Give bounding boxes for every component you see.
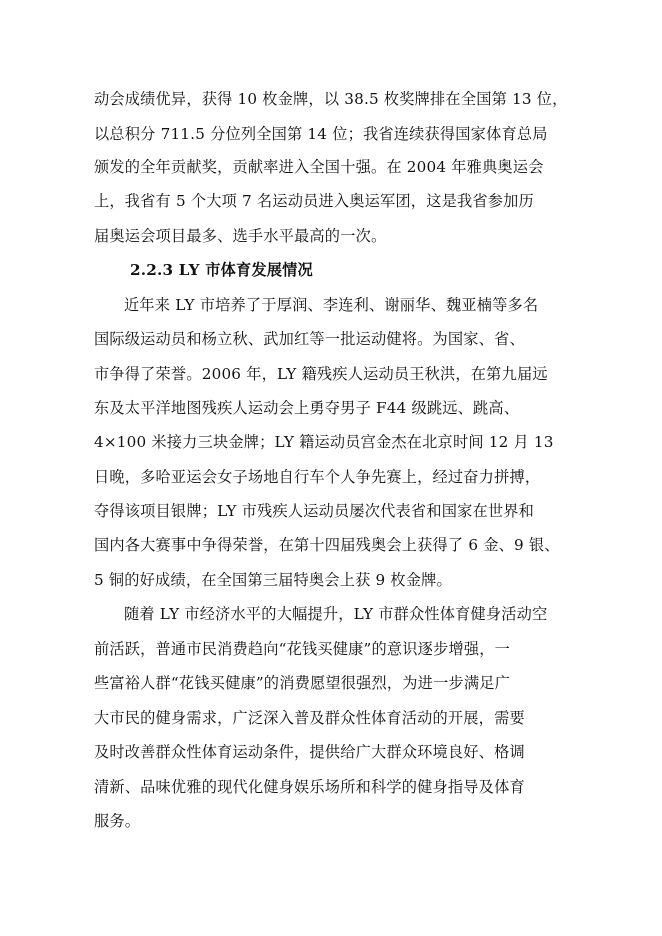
paragraph-line: 些富裕人群“花钱买健康”的消费愿望很强烈，为进一步满足广 — [94, 674, 511, 692]
paragraph-line: 国内各大赛事中争得荣誉，在第十四届残奥会上获得了 6 金、9 银、 — [94, 536, 560, 554]
paragraph-line: 日晚，多哈亚运会女子场地自行车个人争先赛上，经过奋力拼搏， — [94, 468, 541, 486]
paragraph-line: 5 铜的好成绩，在全国第三届特奥会上获 9 枚金牌。 — [94, 571, 452, 589]
paragraph-line: 前活跃，普通市民消费趋向“花钱买健康”的意识逐步增强，一 — [94, 640, 511, 658]
paragraph-line: 及时改善群众性体育运动条件，提供给广大群众环境良好、格调 — [94, 743, 525, 761]
paragraph-line: 夺得该项目银牌；LY 市残疾人运动员屡次代表省和国家在世界和 — [94, 502, 535, 520]
paragraph-line: 东及太平洋地图残疾人运动会上勇夺男子 F44 级跳远、跳高、 — [94, 399, 520, 417]
paragraph-line: 颁发的全年贡献奖，贡献率进入全国十强。在 2004 年雅典奥运会 — [94, 158, 544, 176]
paragraph-line: 国际级运动员和杨立秋、武加红等一批运动健将。为国家、省、 — [94, 330, 525, 348]
paragraph-line: 大市民的健身需求，广泛深入普及群众性体育活动的开展，需要 — [94, 709, 525, 727]
paragraph-line: 服务。 — [94, 812, 141, 830]
paragraph-line: 清新、品味优雅的现代化健身娱乐场所和科学的健身指导及体育 — [94, 778, 525, 796]
section-heading: 2.2.3 LY 市体育发展情况 — [130, 261, 313, 279]
paragraph-line: 以总积分 711.5 分位列全国第 14 位；我省连续获得国家体育总局 — [94, 125, 548, 143]
paragraph-line: 动会成绩优异，获得 10 枚金牌，以 38.5 枚奖牌排在全国第 13 位， — [94, 90, 568, 108]
paragraph-line: 近年来 LY 市培养了于厚润、李连利、谢丽华、魏亚楠等多名 — [124, 296, 539, 314]
paragraph-line: 随着 LY 市经济水平的大幅提升，LY 市群众性体育健身活动空 — [124, 605, 548, 623]
paragraph-line: 届奥运会项目最多、选手水平最高的一次。 — [94, 227, 387, 245]
paragraph-line: 4×100 米接力三块金牌；LY 籍运动员宫金杰在北京时间 12 月 13 — [94, 433, 554, 451]
paragraph-line: 市争得了荣誉。2006 年，LY 籍残疾人运动员王秋洪，在第九届远 — [94, 365, 548, 383]
paragraph-line: 上，我省有 5 个大项 7 名运动员进入奥运军团，这是我省参加历 — [94, 192, 534, 210]
